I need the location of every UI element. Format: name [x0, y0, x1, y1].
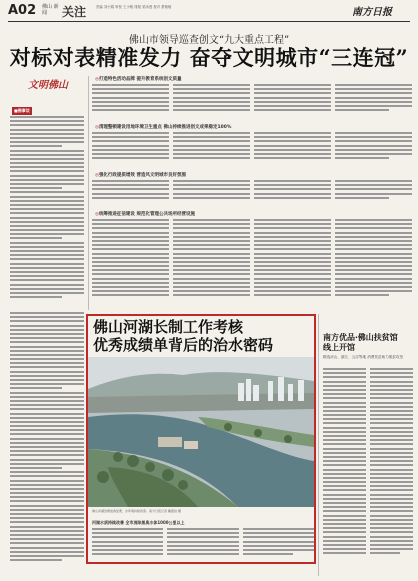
subhead-marker: ◎: [95, 212, 99, 217]
right-headline-line2: 线上开馆: [323, 342, 355, 352]
lead-headline: 对标对表精准发力 奋夺文明城市“三连冠”: [9, 45, 409, 70]
subhead-3: [95, 172, 186, 178]
feature-body-text: [92, 528, 314, 560]
feature-headline-line1: 佛山河湖长制工作考核: [93, 318, 244, 336]
right-story-headline: [323, 332, 413, 352]
feature-photo: [88, 357, 314, 507]
page-number: A02: [8, 3, 37, 18]
subhead-text: 统筹推进征信建设 规范化管理公共场所经营设施: [98, 212, 196, 217]
subhead-marker: ◎: [95, 77, 99, 82]
lead-body-block-2: [92, 132, 412, 168]
feature-headline-line2: 优秀成绩单背后的治水密码: [93, 336, 274, 354]
subhead-marker: ◎: [95, 125, 99, 130]
subhead-1: [95, 76, 182, 82]
right-story-subtitle: 精选凉山、湛江、云浮等地 消费扶贫助力脱贫攻坚: [323, 355, 404, 359]
feature-bottom-subhead: 河湖水质持续改善 全市消除黑臭水体1000公里以上: [92, 520, 185, 525]
photo-caption: 佛山河湖治理成效显著，水环境持续改善。南方日报记者 戴嘉信 摄: [92, 509, 181, 513]
right-headline-line1: 南方优品·佛山扶贫馆: [323, 332, 398, 342]
river-landscape-photo: [88, 357, 314, 507]
lead-body-block-3: [92, 180, 412, 208]
lead-body-block-4: [92, 219, 412, 309]
lead-body-block-1: [92, 84, 412, 120]
right-column-divider: [318, 314, 319, 576]
subhead-text: 强化行政提质增效 营造风文明城市良好氛围: [98, 173, 187, 178]
column-tag: ■佛事谈: [14, 108, 30, 113]
subhead-4: [95, 211, 195, 217]
column-divider: [88, 76, 89, 310]
edit-info: 责编 刘小娟 审校 王小敏 排版 梁冰莲 校对 萧敏敏: [96, 5, 172, 9]
lead-kicker: 佛山市领导巡查创文“九大重点工程”: [128, 35, 290, 46]
wenming-logo: 文明佛山: [28, 80, 68, 91]
section-title: 关注: [62, 5, 87, 19]
subhead-text: 清理整顿建设用地环境卫生重点 佛山持续推进创文成果稳定100%: [98, 125, 232, 130]
subhead-marker: ◎: [95, 173, 99, 178]
sidebar-body-text: [10, 116, 84, 306]
subhead-text: 打造特色活动品牌 提升教育系统创文质量: [98, 77, 182, 82]
header-rule: [8, 21, 410, 22]
left-column-text: [10, 312, 84, 574]
right-story-body: [323, 368, 413, 574]
section-sub-label: 佛山 新闻: [42, 4, 59, 16]
feature-headline: [93, 318, 313, 354]
masthead: 南方日报: [352, 7, 392, 18]
subhead-2: [95, 124, 231, 130]
